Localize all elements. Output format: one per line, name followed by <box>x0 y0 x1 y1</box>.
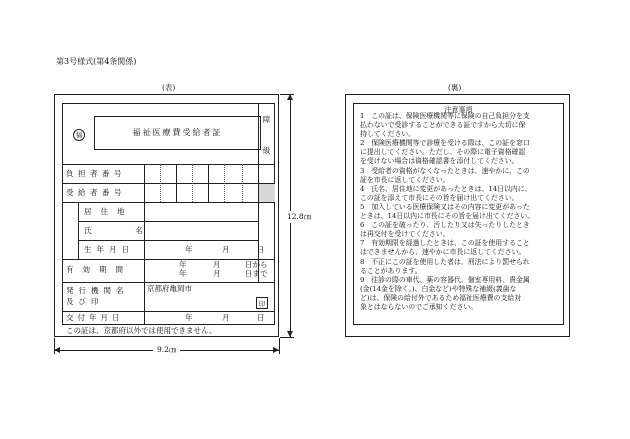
note-line: 2 保険医療機関等で診療を受ける際は、この証を窓口 <box>360 139 530 148</box>
recipient-number-label: 受給者番号 <box>66 188 126 197</box>
note-line: 7 有効期限を経過したときは、この証を使用すること <box>360 239 530 248</box>
note-line: 3 受給者の資格がなくなったときは、速やかに、この <box>360 166 530 175</box>
address-label: 居住地 <box>84 207 134 216</box>
shaded-check-cell <box>259 184 275 202</box>
note-line: を受けない場合は資格確認書を添付してください。 <box>360 157 519 166</box>
birth-month: 月 <box>222 245 230 254</box>
valid-from-month: 月 <box>213 260 221 269</box>
notes-title: 注意事項 <box>444 106 473 114</box>
birth-date-label: 生年月日 <box>84 245 134 254</box>
valid-from-year: 年 <box>179 260 187 269</box>
width-label: 9.2㎝ <box>153 346 180 354</box>
valid-from-label: 日から <box>245 260 268 269</box>
issue-year: 年 <box>185 313 193 322</box>
issue-month: 月 <box>222 313 230 322</box>
validity-period-label: 有効期間 <box>66 265 132 274</box>
front-label: (表) <box>162 83 176 92</box>
fuku-seal: 福 <box>73 129 85 141</box>
name-label: 氏名 <box>84 226 187 235</box>
note-line: 9 往診の際の車代、薬の容器代、個室専用料、貴金属 <box>360 275 530 284</box>
issuer-label: 発行機関名及び印 <box>66 286 129 306</box>
note-line: 8 不正にこの証を使用した者は、刑法により罰せられ <box>360 257 530 266</box>
note-line: ることがあります。 <box>360 266 422 275</box>
note-line: 持してください。 <box>360 130 416 139</box>
official-seal: 印 <box>256 297 268 309</box>
form-number: 第3号様式(第4条関係) <box>56 57 137 66</box>
birth-day: 日 <box>257 245 265 254</box>
burden-number-label: 負担者番号 <box>66 169 126 178</box>
height-label: 12.8㎝ <box>287 212 312 221</box>
note-line: 1 この証は、保険医療機関等に保険の自己負担分を支 <box>360 112 530 120</box>
note-line: ときは、14日以内に市長にその旨を届け出てください。 <box>360 212 535 221</box>
note-line: 証を市長に返してください。 <box>360 175 450 184</box>
disability-col-1: 障 <box>262 115 271 124</box>
issue-day: 日 <box>257 313 265 322</box>
valid-until-label: 日まで <box>245 269 268 278</box>
note-line: ど)は、保険の給付外であるため福祉医療費の支給対 <box>360 293 522 302</box>
birth-year: 年 <box>185 245 193 254</box>
issuer-city: 京都府亀岡市 <box>147 284 192 293</box>
valid-until-year: 年 <box>179 269 187 278</box>
note-line: 6 この証を破ったり、汚したり又は失ったりしたとき <box>360 221 530 230</box>
note-line: に提出してください。ただし、その際に電子資格確認 <box>360 148 526 157</box>
note-line: (金(14金を除く。)、白金など)や特殊な補綴(義歯な <box>360 284 517 293</box>
note-line: は再交付を受けてください。 <box>360 230 450 239</box>
note-line: 4 氏名、居住地に変更があったときは、14日以内に、 <box>360 184 532 193</box>
note-line: はできませんから、速やかに市長に返してください。 <box>360 248 526 257</box>
disability-col-2: 級 <box>262 146 271 155</box>
note-line: この証を添えて市長にその旨を届け出てください。 <box>360 193 519 202</box>
certificate-title: 福祉医療費受給者証 <box>132 128 223 137</box>
note-line: 5 加入している医療保険又はその内容に変更があった <box>360 202 530 211</box>
usage-notice: この証は、京都府以外では使用できません。 <box>66 326 217 335</box>
back-label: (裏) <box>448 83 462 92</box>
notes-list <box>360 112 560 312</box>
note-line: 払わないで受診することができる証ですから大切に保 <box>360 121 526 130</box>
issue-date-label: 交付年月日 <box>66 313 124 322</box>
valid-until-month: 月 <box>213 269 221 278</box>
note-line: 象とはならないのでご承知ください。 <box>360 302 478 311</box>
